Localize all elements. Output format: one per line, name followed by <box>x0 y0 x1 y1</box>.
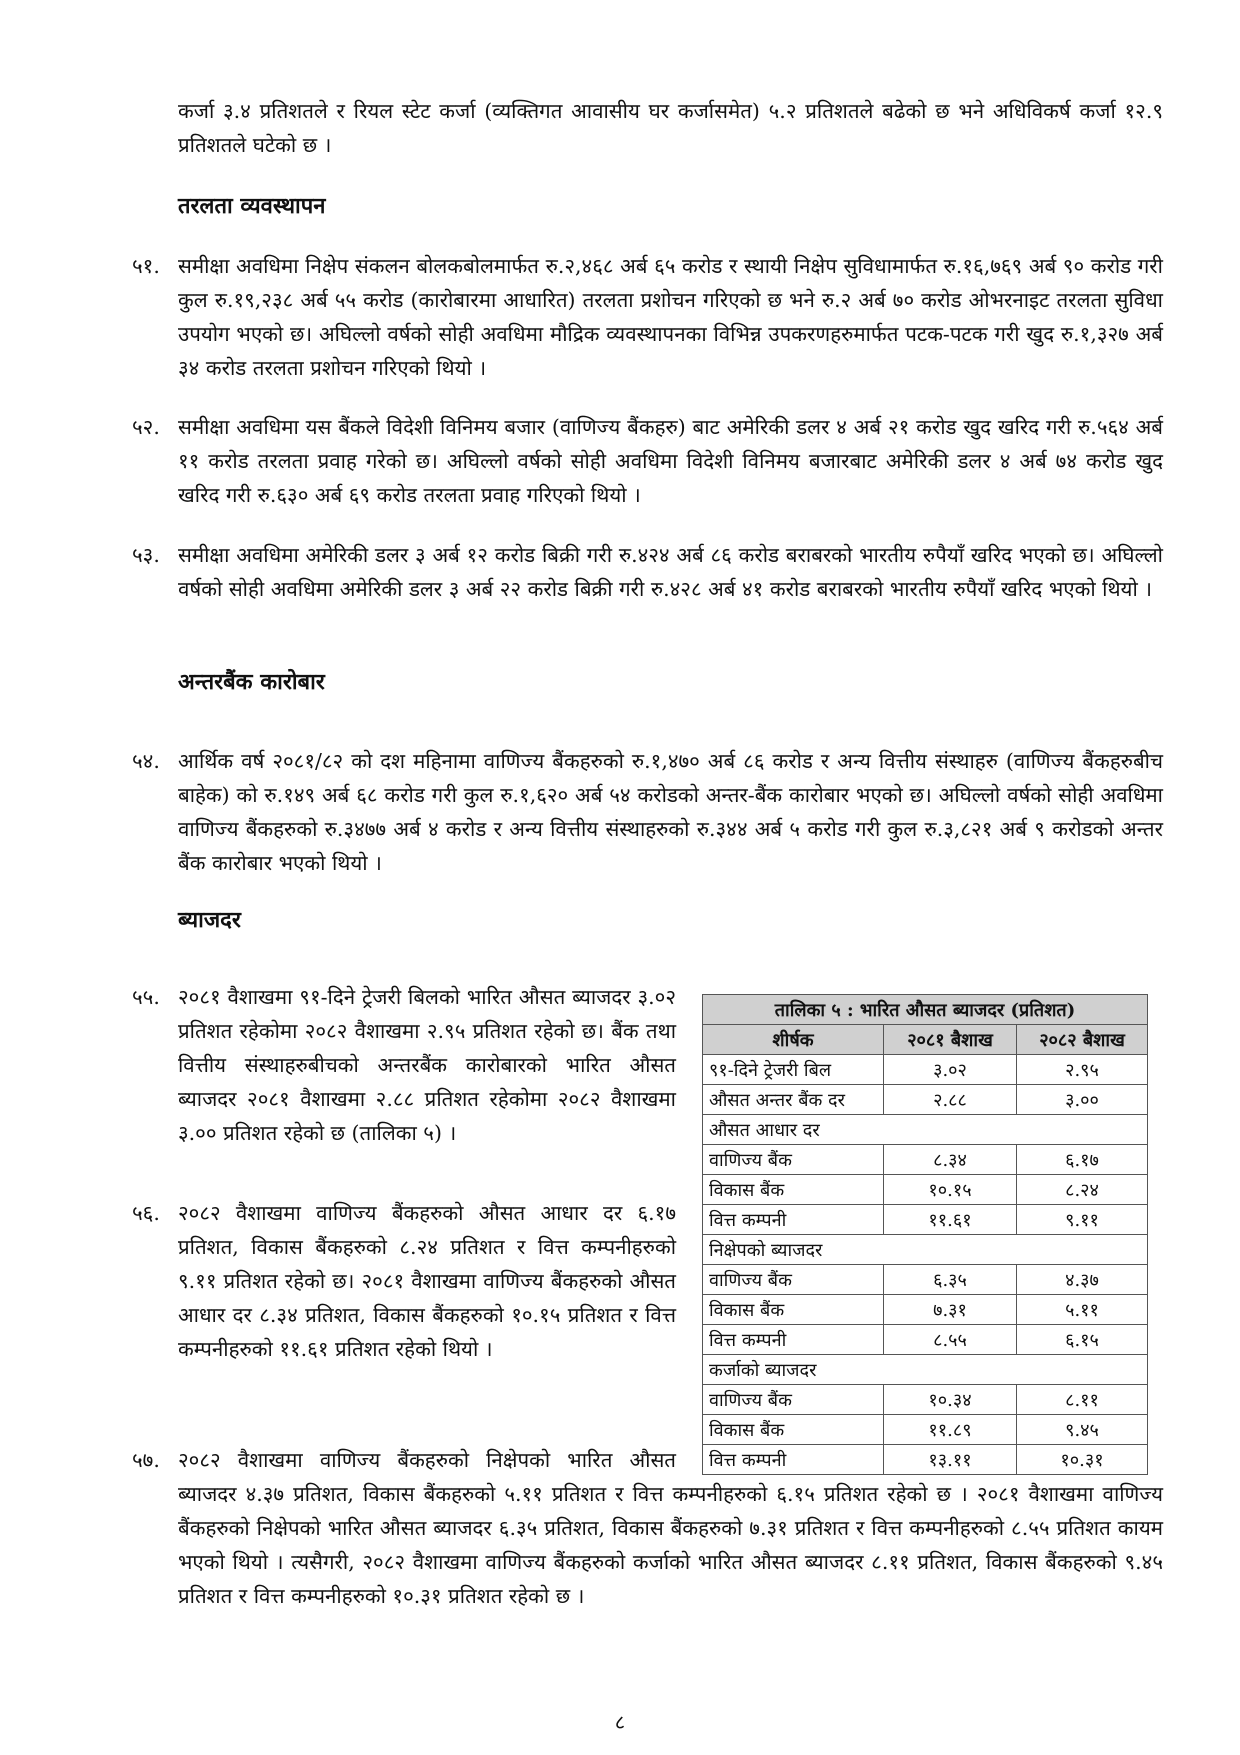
row-value: २.८८ <box>884 1085 1017 1115</box>
row-value: ३.०२ <box>884 1055 1017 1085</box>
row-label: वित्त कम्पनी <box>703 1445 884 1475</box>
row-label: विकास बैंक <box>703 1415 884 1445</box>
row-value: ९.४५ <box>1017 1415 1148 1445</box>
row-label: वित्त कम्पनी <box>703 1325 884 1355</box>
row-label: वाणिज्य बैंक <box>703 1385 884 1415</box>
table-row <box>703 1385 1148 1415</box>
table-row <box>703 1415 1148 1445</box>
row-label: विकास बैंक <box>703 1175 884 1205</box>
para-55-number: ५५. <box>132 985 160 1009</box>
row-value: ११.६१ <box>884 1205 1017 1235</box>
para-57-first-line: २०८२ वैशाखमा वाणिज्य बैंकहरुको निक्षेपको भारित औसत <box>178 1448 676 1472</box>
heading-interbank-transactions: अन्तरबैंक कारोबार <box>178 669 325 695</box>
para-56-number: ५६. <box>132 1201 160 1225</box>
para-57-continued: ब्याजदर ४.३७ प्रतिशत, विकास बैंकहरुको ५.११ प्रतिशत र वित्त कम्पनीहरुको ६.१५ प्रतिशत रहेको छ । २०८१ वैशाखमा वाणिज्य बैंकहरुको निक्षेपको भारित औसत ब्याजदर ६.३५ प्रतिशत, विकास बैंकहरुको ७.३१ प्रतिशत र वित्त कम्पनीहरुको ८.५५ प्रतिशत कायम भएको थियो । त्यसैगरी, २०८२ वैशाखमा वाणिज्य बैंकहरुको कर्जाको भारित औसत ब्याजदर ८.११ प्रतिशत, विकास बैंकहरुको ९.४५ प्रतिशत र वित्त कम्पनीहरुको १०.३१ प्रतिशत रहेको छ । <box>178 1482 1163 1608</box>
row-label: विकास बैंक <box>703 1295 884 1325</box>
para-51: समीक्षा अवधिमा निक्षेप संकलन बोलकबोलमार्फत रु.२,४६८ अर्ब ६५ करोड र स्थायी निक्षेप सुविधामार्फत रु.१६,७६९ अर्ब ९० करोड गरी कुल रु.१९,२३८ अर्ब ५५ करोड (कारोबारमा आधारित) तरलता प्रशोचन गरिएको छ भने रु.२ अर्ब ७० करोड ओभरनाइट तरलता सुविधा उपयोग भएको छ। अघिल्लो वर्षको सोही अवधिमा मौद्रिक व्यवस्थापनका विभिन्न उपकरणहरुमार्फत पटक-पटक गरी खुद रु.१,३२७ अर्ब ३४ करोड तरलता प्रशोचन गरिएको थियो । <box>178 254 1163 380</box>
para-54-number: ५४. <box>132 749 160 773</box>
table-row <box>703 1445 1148 1475</box>
table-row <box>703 1295 1148 1325</box>
table-row <box>703 1145 1148 1175</box>
row-value: ११.८९ <box>884 1415 1017 1445</box>
page-number: ८ <box>614 1710 626 1734</box>
table-row <box>703 1265 1148 1295</box>
row-value: ६.३५ <box>884 1265 1017 1295</box>
row-value: ७.३१ <box>884 1295 1017 1325</box>
row-label: ९१-दिने ट्रेजरी बिल <box>703 1055 884 1085</box>
table-section-loan-rate: कर्जाको ब्याजदर <box>703 1355 1148 1385</box>
intro-paragraph: कर्जा ३.४ प्रतिशतले र रियल स्टेट कर्जा (व्यक्तिगत आवासीय घर कर्जासमेत) ५.२ प्रतिशतले बढेको छ भने अधिविकर्ष कर्जा १२.९ प्रतिशतले घटेको छ । <box>178 99 1163 157</box>
row-value: १०.३४ <box>884 1385 1017 1415</box>
table-section-deposit-rate: निक्षेपको ब्याजदर <box>703 1235 1148 1265</box>
table-row <box>703 1055 1148 1085</box>
row-label: औसत अन्तर बैंक दर <box>703 1085 884 1115</box>
table-row <box>703 1205 1148 1235</box>
table-section-base-rate: औसत आधार दर <box>703 1115 1148 1145</box>
para-55: २०८१ वैशाखमा ९१-दिने ट्रेजरी बिलको भारित औसत ब्याजदर ३.०२ प्रतिशत रहेकोमा २०८२ वैशाखमा २.९५ प्रतिशत रहेको छ। बैंक तथा वित्तीय संस्थाहरुबीचको अन्तरबैंक कारोबारको भारित औसत ब्याजदर २०८१ वैशाखमा २.८८ प्रतिशत रहेकोमा २०८२ वैशाखमा ३.०० प्रतिशत रहेको छ (तालिका ५) । <box>178 985 676 1145</box>
para-56: २०८२ वैशाखमा वाणिज्य बैंकहरुको औसत आधार दर ६.१७ प्रतिशत, विकास बैंकहरुको ८.२४ प्रतिशत र वित्त कम्पनीहरुको ९.११ प्रतिशत रहेको छ। २०८१ वैशाखमा वाणिज्य बैंकहरुको औसत आधार दर ८.३४ प्रतिशत, विकास बैंकहरुको १०.१५ प्रतिशत र वित्त कम्पनीहरुको ११.६१ प्रतिशत रहेको थियो । <box>178 1201 676 1361</box>
para-53-number: ५३. <box>132 543 160 567</box>
table-row <box>703 1175 1148 1205</box>
row-value: २.९५ <box>1017 1055 1148 1085</box>
para-53: समीक्षा अवधिमा अमेरिकी डलर ३ अर्ब १२ करोड बिक्री गरी रु.४२४ अर्ब ८६ करोड बराबरको भारतीय रुपैयाँ खरिद भएको छ। अघिल्लो वर्षको सोही अवधिमा अमेरिकी डलर ३ अर्ब २२ करोड बिक्री गरी रु.४२८ अर्ब ४१ करोड बराबरको भारतीय रुपैयाँ खरिद भएको थियो । <box>178 543 1163 601</box>
table-header: २०८१ बैशाख <box>884 1025 1017 1055</box>
row-label: वाणिज्य बैंक <box>703 1145 884 1175</box>
para-52-number: ५२. <box>132 415 160 439</box>
row-value: ४.३७ <box>1017 1265 1148 1295</box>
para-57-number: ५७. <box>132 1448 160 1472</box>
heading-interest-rate: ब्याजदर <box>178 907 241 933</box>
para-54: आर्थिक वर्ष २०८१/८२ को दश महिनामा वाणिज्य बैंकहरुको रु.१,४७० अर्ब ८६ करोड र अन्य वित्तीय संस्थाहरु (वाणिज्य बैंकहरुबीच बाहेक) को रु.१४९ अर्ब ६८ करोड गरी कुल रु.१,६२० अर्ब ५४ करोडको अन्तर-बैंक कारोबार भएको छ। अघिल्लो वर्षको सोही अवधिमा वाणिज्य बैंकहरुको रु.३४७७ अर्ब ४ करोड र अन्य वित्तीय संस्थाहरुको रु.३४४ अर्ब ५ करोड गरी कुल रु.३,८२१ अर्ब ९ करोडको अन्तर बैंक कारोबार भएको थियो । <box>178 749 1163 875</box>
row-value: ६.१५ <box>1017 1325 1148 1355</box>
table-row <box>703 1085 1148 1115</box>
row-value: ९.११ <box>1017 1205 1148 1235</box>
row-value: ८.५५ <box>884 1325 1017 1355</box>
heading-liquidity-management: तरलता व्यवस्थापन <box>178 193 326 219</box>
table-row <box>703 1325 1148 1355</box>
table-header: शीर्षक <box>703 1025 884 1055</box>
para-52: समीक्षा अवधिमा यस बैंकले विदेशी विनिमय बजार (वाणिज्य बैंकहरु) बाट अमेरिकी डलर ४ अर्ब २१ करोड खुद खरिद गरी रु.५६४ अर्ब ११ करोड तरलता प्रवाह गरेको छ। अघिल्लो वर्षको सोही अवधिमा विदेशी विनिमय बजारबाट अमेरिकी डलर ४ अर्ब ७४ करोड खुद खरिद गरी रु.६३० अर्ब ६९ करोड तरलता प्रवाह गरिएको थियो । <box>178 415 1163 507</box>
para-51-number: ५१. <box>132 254 160 278</box>
interest-rate-table <box>702 994 1148 1475</box>
row-label: वित्त कम्पनी <box>703 1205 884 1235</box>
row-value: १३.११ <box>884 1445 1017 1475</box>
row-value: १०.१५ <box>884 1175 1017 1205</box>
table-caption: तालिका ५ : भारित औसत ब्याजदर (प्रतिशत) <box>703 995 1148 1025</box>
row-value: ६.१७ <box>1017 1145 1148 1175</box>
table-header: २०८२ बैशाख <box>1017 1025 1148 1055</box>
row-value: ८.११ <box>1017 1385 1148 1415</box>
row-value: ८.३४ <box>884 1145 1017 1175</box>
row-value: १०.३१ <box>1017 1445 1148 1475</box>
row-value: ५.११ <box>1017 1295 1148 1325</box>
row-label: वाणिज्य बैंक <box>703 1265 884 1295</box>
row-value: ३.०० <box>1017 1085 1148 1115</box>
row-value: ८.२४ <box>1017 1175 1148 1205</box>
